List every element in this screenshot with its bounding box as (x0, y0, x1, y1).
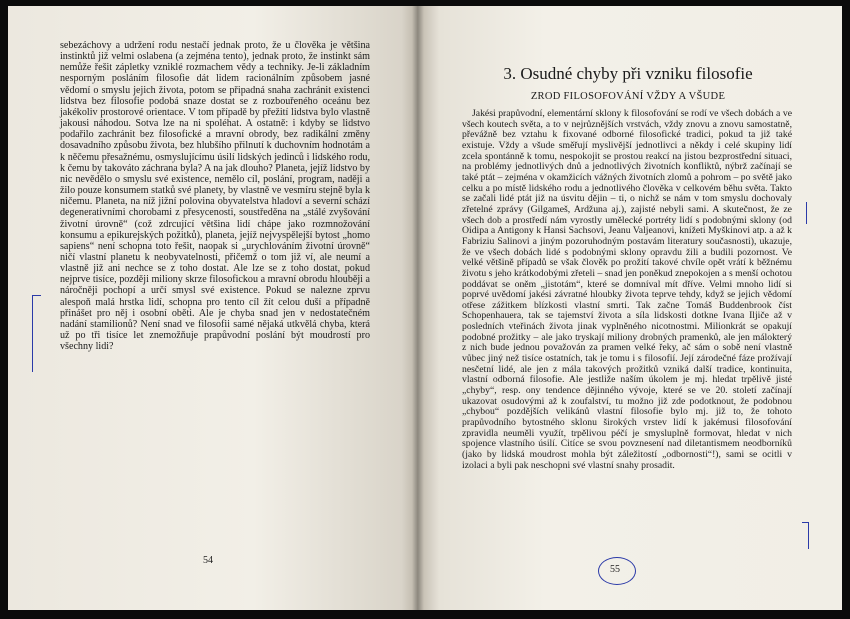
paragraph: sebezáchovy a udržení rodu nestačí jednak proto, že u člověka je většina instinktů již velmi oslabena (a zejména tento), jednak proto, že instinkt sám nemůže řešit zápletky vzniklé rozmachem vědy a techniky. Je-li základním nesporným posláním filosofie dát lidem racionálním způsobem jasné vědomí o smyslu jejich života, potom se připadná snaha zachránit existenci lidstva bez filosofie podobá snaze dostat se z rozbouřeného oceánu bez jakékoliv prostorové orientace. V tom případě by přežití lidstva bylo vlastně jakousi náhodou. Sotva lze na ni spoléhat. A ostatně: i kdyby se lidstvo podařilo zachránit bez filosofické a mravní obrody, bez radikální změny dosavadního způsobu života, bez hlubšího přilnutí k duchovním hodnotám a k něčemu přesažnému, osmyslujícímu úsilí lidských jedinců i lidského rodu, k čemu by takováto záchrana byla? A na jak dlouho? Planeta, jejíž lidstvo by nic nevědělo o smyslu své existence, nemělo cíl, poslání, program, naději a žilo pouze konsumem statků své planety, by vlastně ve vesmíru stejně byla k ničemu. Planeta, na níž jižní polovina obyvatelstva hladoví a severní schází degenerativními chorobami z přesycenosti, soustředěna na „stálé zvyšování životní úrovně“ (což zdrcující většina lidí chápe jako rozmnožování konsumu a epikurejských požitků), planeta, jejíž nejvyspělejší bytost „homo sapiens“ není schopna toto řešit, naopak si „urychlováním životní úrovně“ ničí vlastní planetu k neobyvatelnosti, přičemž o tom již ví, ale neumí a vlastně již ani nechce se z toho dostat. Ale lze se z toho dostat, pokud nejprve tisíce, později miliony skrze filosofickou a mravní obrodu hlouběji a náročněji pochopí a určí smysl své existence. Pokud se nalezne zprvu alespoň malá hrstka lidí, schopna pro tento cíl žít celou duší a případně přinášet pro něj i osobní oběti. Ale je chyba snad jen v nedostatečném nadání stamilionů? Není snad ve filosofii samé nějaká utkvělá chyba, která už po tři tisíce let znemožňuje prapůvodní poslání být moudrostí pro všechny lidi? (60, 40, 371, 353)
pen-bracket-mark (32, 295, 41, 372)
book-gutter (412, 6, 424, 610)
paragraph: Jakési prapůvodní, elementární sklony k filosofování se rodí ve všech dobách a ve všech koutech světa, a to v nejrůznějších vrstvách, vždy znovu a znovu samostatně, převážně bez vztahu k fixované odborné filosofické tradici, pokud ta již také existuje. Vždy a všude směřují myslivější jednotlivci a někdy i celé skupiny lidí zcela spontánně k tomu, nespokojit se prostou reakcí na jistou bezprostřední situaci, na problémy jednotlivých dnů a jednotlivých životních konfliktů, nýbrž začínají se také ptát – zejména v okamžicích vážných životních zlomů a pohrom – po světě jako celku a po místě lidského rodu a jednotlivého člověka v celkovém běhu světa. Takto se začali lidé ptát již na úsvitu dějin – ti, o nichž se nám v tom smyslu dochovaly zřetelné zprávy (Gilgameš, Ardžuna aj.), zajisté nebyli sami. A skutečnost, že ze všech dob a prostředí nám vyrostly umělecké portréty lidí s podobnými sklony (od Oidipa a Antigony k Hansi Sachsovi, Jeanu Valjeanovi, knížeti Myškinovi atp. a až k Fabriziu Salinovi a jiným pozoruhodným postavám literatury současnosti), ukazuje, že ve všech dobách lidé s podobnými sklony opravdu žili a budili pozornost. Ve velké většině případů se však člověk po prožití takové chvíle opět vrátí k běžnému životu s jeho krátkodobými zřeteli – snad jen poněkud znepokojen a s menší ochotou poddávat se oněm „jistotám“, které se domníval mít dříve. Velmi mnoho lidí si poprvé uvědomí jakési závratné hloubky života teprve tehdy, když se jejich vědomí otřese zážitkem blízkosti vlastní smrti. Tak začne Tomáš Buddenbrook číst Schopenhauera, tak se tajemství života a síla lidskosti dotkne Ivana Iljiče až v posledních vteřinách života jinak vyplněného nicotnostmi. Milionkrát se opakují podobné prožitky – ale jako tryskají miliony drobných pramenků, ale jen málokterý z nich bude jednou považován za pramen velké řeky, ač sám o sobě není vlastně vůbec jiný než tisíce ostatních, tak je tomu i s filosofií. Její zárodečné fáze prožívají nesčetní lidé, ale jen z mála takových prožitků vzniká další tradice, kontinuita, vlastní odborná filosofie. Ale jestliže naším úkolem je mj. hledat trpělivě jisté „chyby“, resp. ony tendence dějinného vývoje, které se ve 20. století začínají ukazovat osudovými až k zoufalství, tu možno již zde podotknout, že podobnou „chybou“ pozdějších velikánů vlastní filosofie bylo mj. již to, že tohoto prapůvodního bytostného sklonu širokých vrstev lidí k jakémusi filosofování zpravidla neuměli využít, trpělivou péčí je smysluplně formovat, hledat v nich spojence vlastního úsilí. Citíce se svou povznesení nad diletantismem neodborníků (jako by lidská moudrost mohla být záležitostí „odbornosti“!), sami se ocitli v izolaci a byli pak neschopni své vlastní snahy prosadit. (462, 108, 792, 471)
page-number: 55 (610, 564, 620, 575)
section-title: ZROD FILOSOFOVÁNÍ VŽDY A VŠUDE (530, 91, 726, 102)
left-page-text (60, 40, 370, 352)
chapter-title: 3. Osudné chyby při vzniku filosofie (503, 64, 753, 83)
right-page (418, 6, 842, 610)
page-number: 54 (203, 555, 213, 566)
left-page (8, 6, 418, 610)
right-page-text (462, 109, 792, 471)
book-spread (8, 6, 842, 610)
pen-bracket-mark (802, 522, 809, 549)
pen-margin-mark (806, 202, 807, 224)
